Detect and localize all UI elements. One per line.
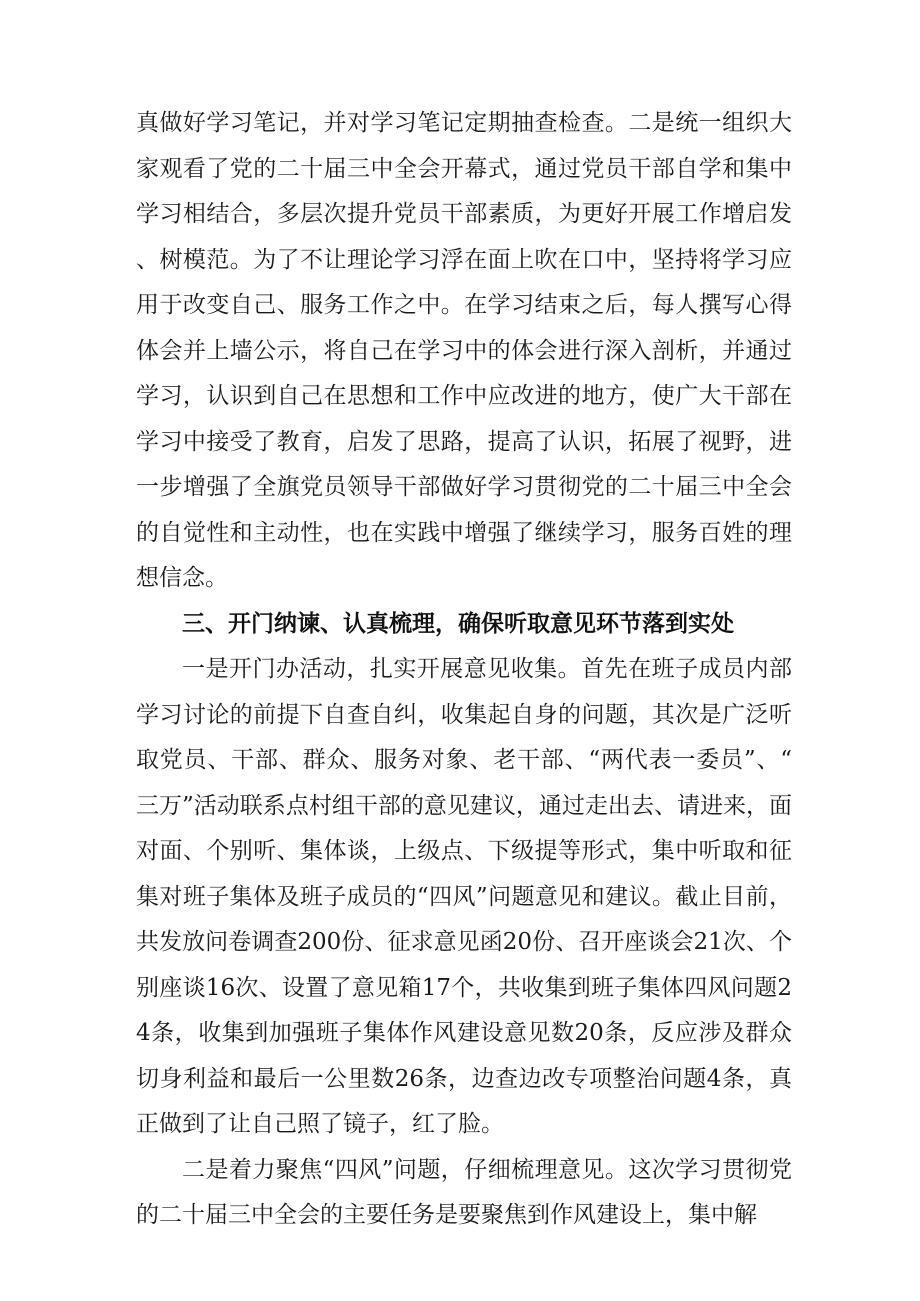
paragraph-opinion-collection: 一是开门办活动，扎实开展意见收集。首先在班子成员内部学习讨论的前提下自查自纠，收集起自身的问题，其次是广泛听取党员、干部、群众、服务对象、老干部、“两代表一委员”、“三万”活动联系点村组干部的意见建议，通过走出去、请进来，面对面、个别听、集体谈，上级点、下级提等形式，集中听取和征集对班子集体及班子成员的“四风”问题意见和建议。截止目前，共发放问卷调查200份、征求意见函20份、召开座谈会21次、个别座谈16次、设置了意见箱17个，共收集到班子集体四风问题24条，收集到加强班子集体作风建设意见数20条，反应涉及群众切身利益和最后一公里数26条，边查边改专项整治问题4条，真正做到了让自己照了镜子，红了脸。	[136, 656, 792, 1137]
continued-paragraph: 真做好学习笔记，并对学习笔记定期抽查检查。二是统一组织大家观看了党的二十届三中全会开幕式，通过党员干部自学和集中学习相结合，多层次提升党员干部素质，为更好开展工作增启发、树模范。为了不让理论学习浮在面上吹在口中，坚持将学习应用于改变自己、服务工作之中。在学习结束之后，每人撰写心得体会并上墙公示，将自己在学习中的体会进行深入剖析，并通过学习，认识到自己在思想和工作中应改进的地方，使广大干部在学习中接受了教育，启发了思路，提高了认识，拓展了视野，进一步增强了全旗党员领导干部做好学习贯彻党的二十届三中全会的自觉性和主动性，也在实践中增强了继续学习，服务百姓的理想信念。	[136, 110, 792, 591]
paragraph-four-winds-focus: 二是着力聚焦“四风”问题，仔细梳理意见。这次学习贯彻党的二十届三中全会的主要任务是要聚焦到作风建设上，集中解	[136, 1156, 792, 1228]
document-page	[136, 101, 792, 1239]
section-heading: 三、开门纳谏、认真梳理，确保听取意见环节落到实处	[182, 610, 734, 637]
